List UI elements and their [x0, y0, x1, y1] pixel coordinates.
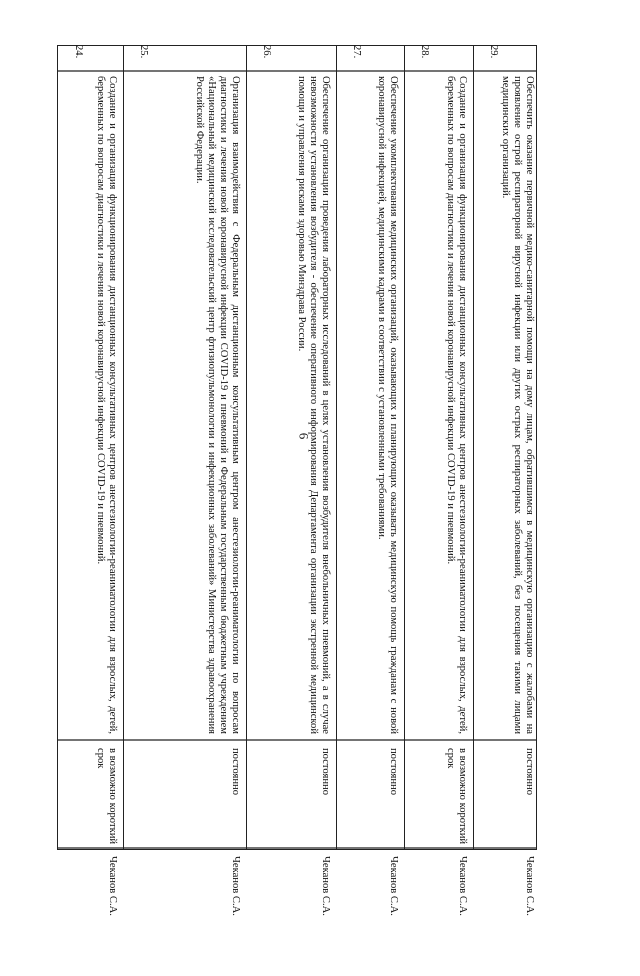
- row-26-description: Обеспечение организации проведения лабораторных исследований в целях установления возбудителя внебольничных пневмоний, а в случае невозможности установления возбудителя - обеспечение оперативного информирования Департамента организации экстренной медицинской помощи и управления рисками здоровью Минздрава России.: [295, 76, 331, 734]
- column-dividers: [57, 45, 537, 850]
- row-29-responsible: Чеканов С.А.: [524, 856, 535, 916]
- row-25-responsible: Чеканов С.А.: [230, 856, 241, 916]
- row-24-number: 24.: [73, 45, 84, 59]
- row-27-term: постоянно: [388, 748, 399, 796]
- row-27-description: Обеспечение укомплектования медицинских организаций, оказывающих и планирующих оказывать медицинскую помощь гражданам с новой коронавирусной инфекцией, медицинскими кадрами в соответствии с установленными требованиями.: [375, 76, 399, 734]
- row-29-number: 29.: [488, 45, 499, 59]
- row-24-term: в возможно короткий срок: [94, 748, 118, 845]
- row-25-term: постоянно: [230, 748, 241, 796]
- row-27-number: 27.: [351, 45, 362, 59]
- row-26-term: постоянно: [320, 748, 331, 796]
- row-25-number: 25.: [138, 45, 149, 59]
- row-28-description: Создание и организация функционирования дистанционных консультативных центров анестезиологии-реаниматологии для взрослых, детей, беременных по вопросам диагностики и лечения новой коронавирусной инфекции COVID-19 и пневмоний.: [444, 76, 468, 734]
- row-29-description: Обеспечить оказание первичной медико-санитарной помощи на дому лицам, обратившимся в медицинскую организацию с жалобами на проявление острой респираторной вирусной инфекции или других острых респираторных заболеваний, без посещения такими лицами медицинских организаций.: [499, 76, 535, 734]
- page-number: 6: [296, 432, 312, 440]
- row-29-term: постоянно: [524, 748, 535, 796]
- row-28-number: 28.: [419, 45, 430, 59]
- row-26-responsible: Чеканов С.А.: [320, 856, 331, 916]
- row-25-description: Организация взаимодействия с Федеральным дистанционным консультативным центром анестезиологии-реаниматологии по вопросам диагностики и лечения новой коронавирусной инфекции COVID-19 и пневмоний и Федеральным государственным бюджетным учреждением «Национальный медицинский исследовательский центр фтизиопульмонологии и инфекционных заболеваний» Министерства здравоохранения Российской Федерации.: [193, 76, 241, 734]
- row-28-responsible: Чеканов С.А.: [457, 856, 468, 916]
- row-24-description: Создание и организация функционирования дистанционных консультативных центров анестезиологии-реаниматологии для взрослых, детей, беременных по вопросам диагностики и лечения новой коронавирусной инфекции COVID-19 и пневмоний.: [94, 76, 118, 734]
- row-26-number: 26.: [261, 45, 272, 59]
- row-28-term: в возможно короткий срок: [444, 748, 468, 845]
- row-27-responsible: Чеканов С.А.: [388, 856, 399, 916]
- row-24-responsible: Чеканов С.А.: [107, 856, 118, 916]
- measures-table: [57, 45, 537, 916]
